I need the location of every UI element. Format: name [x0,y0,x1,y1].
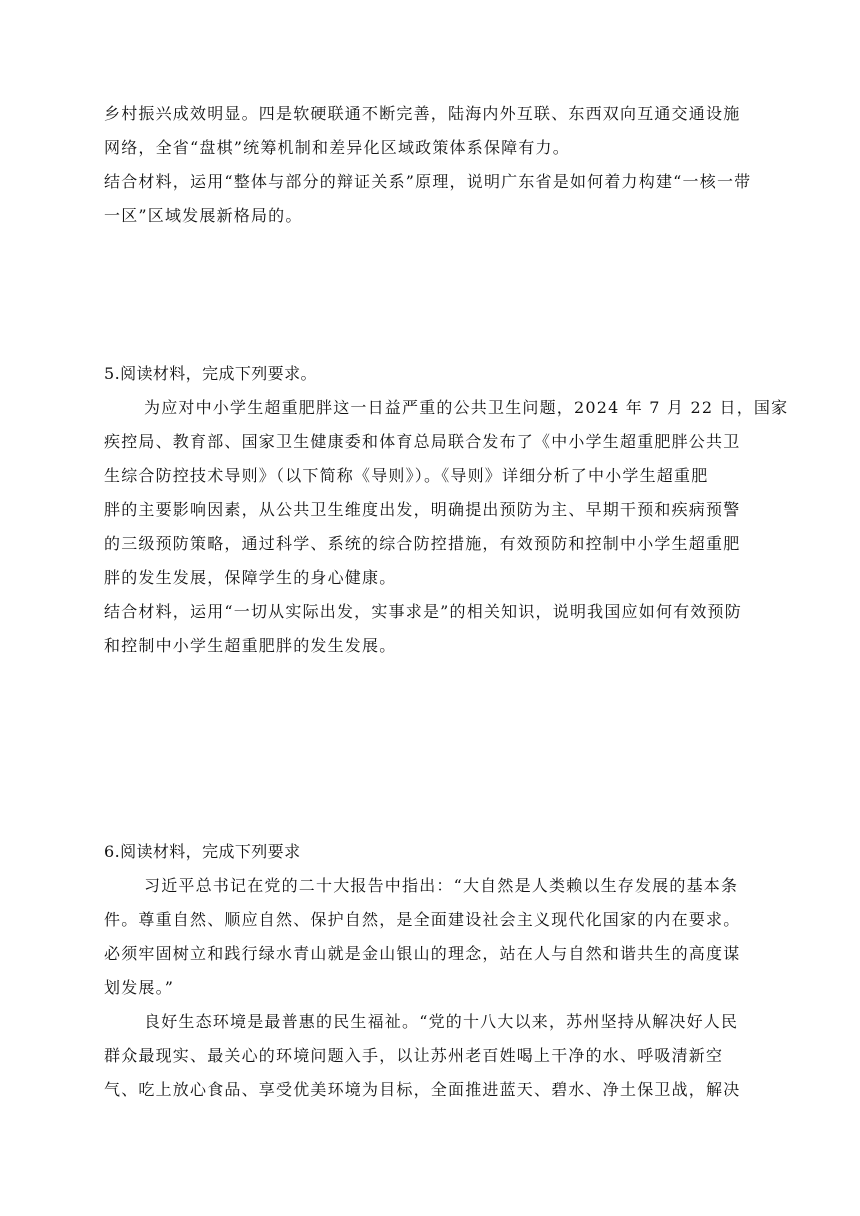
q5-material-line: 疾控局、教育部、国家卫生健康委和体育总局联合发布了《中小学生超重肥胖公共卫 [104,432,741,451]
q6-material-line: 必须牢固树立和践行绿水青山就是金山银山的理念，站在人与自然和谐共生的高度谋 [104,944,741,963]
q6-material-line: 划发展。” [104,978,175,997]
q6-material-line: 件。尊重自然、顺应自然、保护自然，是全面建设社会主义现代化国家的内在要求。 [104,910,741,929]
q5-question-line: 和控制中小学生超重肥胖的发生发展。 [104,636,397,655]
q5-material-line: 生综合防控技术导则》（以下简称《导则》）。《导则》详细分析了中小学生超重肥 [104,466,709,485]
q4-question-line: 一区”区域发展新格局的。 [104,206,303,225]
q6-material-line: 习近平总书记在党的二十大报告中指出：“大自然是人类赖以生存发展的基本条 [144,876,739,895]
q5-material-line: 胖的发生发展，保障学生的身心健康。 [104,568,397,587]
q4-question-line: 结合材料，运用“整体与部分的辩证关系”原理，说明广东省是如何着力构建“一核一带 [104,172,752,191]
q6-material-line: 良好生态环境是最普惠的民生福祉。“党的十八大以来，苏州坚持从解决好人民 [144,1012,739,1031]
q5-material-line: 胖的主要影响因素，从公共卫生维度出发，明确提出预防为主、早期干预和疾病预警 [104,500,741,519]
q5-material-line: 的三级预防策略，通过科学、系统的综合防控措施，有效预防和控制中小学生超重肥 [104,534,741,553]
q4-material-line: 乡村振兴成效明显。四是软硬联通不断完善，陆海内外互联、东西双向互通交通设施 [104,104,741,123]
q6-material-line: 群众最现实、最关心的环境问题入手，以让苏州老百姓喝上干净的水、呼吸清新空 [104,1046,724,1065]
q5-heading: 5.阅读材料，完成下列要求。 [104,364,317,383]
q6-material-line: 气、吃上放心食品、享受优美环境为目标，全面推进蓝天、碧水、净土保卫战，解决 [104,1080,741,1099]
q5-question-line: 结合材料，运用“一切从实际出发，实事求是”的相关知识，说明我国应如何有效预防 [104,602,742,621]
q6-heading: 6.阅读材料，完成下列要求 [104,842,301,861]
q4-material-line: 网络，全省“盘棋”统筹机制和差异化区域政策体系保障有力。 [104,138,570,157]
q5-material-line: 为应对中小学生超重肥胖这一日益严重的公共卫生问题，2024 年 7 月 22 日，国家 [144,398,789,417]
